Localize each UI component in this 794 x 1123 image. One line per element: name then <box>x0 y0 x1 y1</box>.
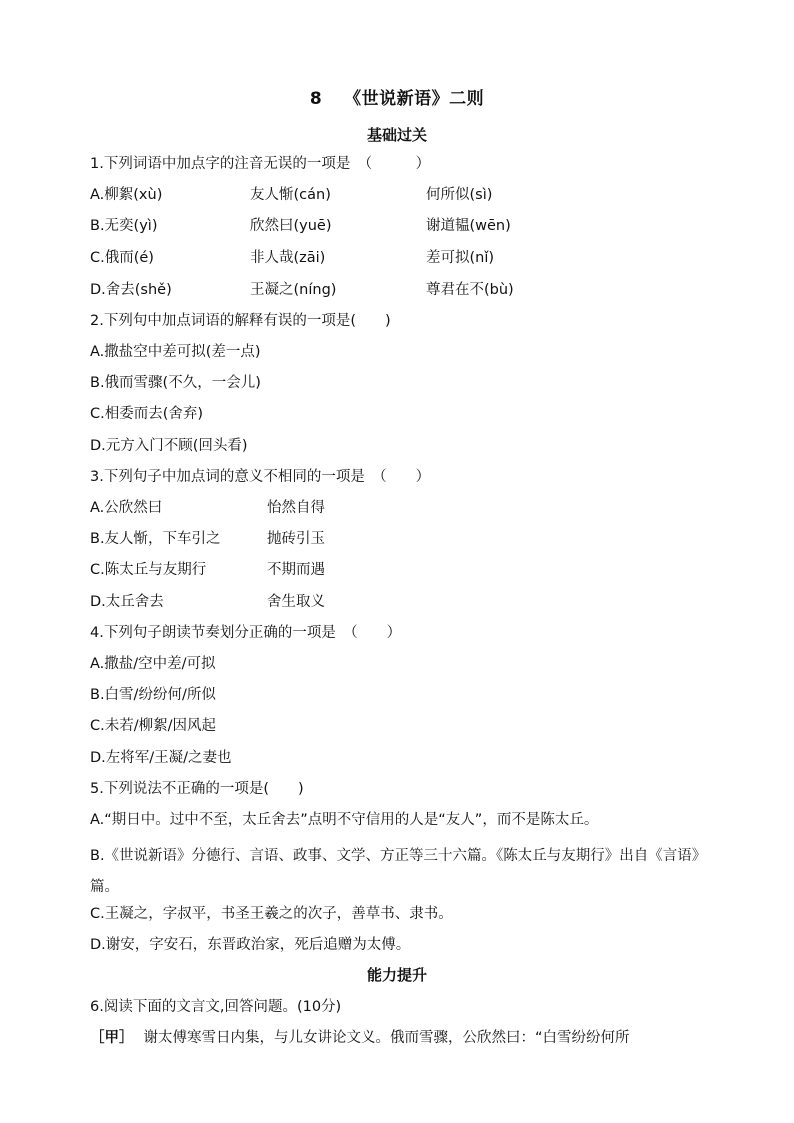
q2-stem: 2.下列句中加点词语的解释有误的一项是( ) <box>90 313 391 329</box>
q3-option-a2: 怡然自得 <box>267 500 325 516</box>
q1-option-a1: A.柳絮(xù) <box>90 187 163 203</box>
q1-option-b2: 欣然曰(yuē) <box>250 218 332 234</box>
q4-option-d: D.左将军/王凝/之妻也 <box>90 750 232 766</box>
q5-option-b: B.《世说新语》分德行、言语、政事、文学、方正等三十六篇。《陈太丘与友期行》出自《言语》篇。 <box>90 848 707 895</box>
q1-option-a2: 友人惭(cán) <box>250 187 331 203</box>
q2-option-c: C.相委而去(舍弃) <box>90 406 204 422</box>
q1-stem: 1.下列词语中加点字的注音无误的一项是 （ ） <box>90 156 431 172</box>
q1-option-b3: 谢道韫(wēn) <box>426 218 511 234</box>
q5-option-c: C.王凝之，字叔平，书圣王羲之的次子，善草书、隶书。 <box>90 906 453 922</box>
q1-option-d2: 王凝之(níng) <box>250 282 337 298</box>
q6-passage-tag: ［甲］ <box>90 1030 134 1046</box>
page-title <box>0 84 794 109</box>
q1-option-c2: 非人哉(zāi) <box>250 250 326 266</box>
q3-option-d2: 舍生取义 <box>267 594 325 610</box>
q1-option-d3: 尊君在不(bù) <box>426 282 514 298</box>
q1-option-b1: B.无奕(yì) <box>90 218 158 234</box>
q1-option-c1: C.俄而(é) <box>90 250 154 266</box>
q2-option-b: B.俄而雪骤(不久，一会儿) <box>90 375 261 391</box>
q4-option-a: A.撒盐/空中差/可拟 <box>90 656 216 672</box>
q3-option-b1: B.友人惭，下车引之 <box>90 531 221 547</box>
q6-passage-line <box>90 1028 630 1048</box>
q2-option-d: D.元方入门不顾(回头看) <box>90 438 248 454</box>
lesson-title: 《世说新语》二则 <box>344 89 485 109</box>
q5-stem: 5.下列说法不正确的一项是( ) <box>90 781 304 797</box>
q2-option-a: A.撒盐空中差可拟(差一点) <box>90 344 261 360</box>
q3-option-b2: 抛砖引玉 <box>267 531 325 547</box>
q3-option-c1: C.陈太丘与友期行 <box>90 562 207 578</box>
q5-option-d: D.谢安，字安石，东晋政治家，死后追赠为太傅。 <box>90 937 411 953</box>
q3-option-a1: A.公欣然曰 <box>90 500 163 516</box>
q1-option-c3: 差可拟(nǐ) <box>426 250 495 266</box>
q1-option-a3: 何所似(sì) <box>426 187 493 203</box>
q5-option-a: A.“期日中。过中不至，太丘舍去”点明不守信用的人是“友人”，而不是陈太丘。 <box>90 812 599 828</box>
lesson-number: 8 <box>309 89 323 109</box>
q4-stem: 4.下列句子朗读节奏划分正确的一项是 （ ） <box>90 625 402 641</box>
q3-stem: 3.下列句子中加点词的意义不相同的一项是 （ ） <box>90 469 431 485</box>
q3-option-d1: D.太丘舍去 <box>90 594 164 610</box>
q6-stem: 6.阅读下面的文言文,回答问题。(10分) <box>90 999 342 1015</box>
q6-passage-text: 谢太傅寒雪日内集，与儿女讲论文义。俄而雪骤，公欣然曰：“白雪纷纷何所 <box>143 1030 630 1046</box>
section-basic: 基础过关 <box>366 126 427 144</box>
q4-option-c: C.未若/柳絮/因风起 <box>90 718 217 734</box>
q3-option-c2: 不期而遇 <box>267 562 325 578</box>
q4-option-b: B.白雪/纷纷何/所似 <box>90 687 216 703</box>
section-advanced: 能力提升 <box>366 966 427 984</box>
q1-option-d1: D.舍去(shě) <box>90 282 172 298</box>
